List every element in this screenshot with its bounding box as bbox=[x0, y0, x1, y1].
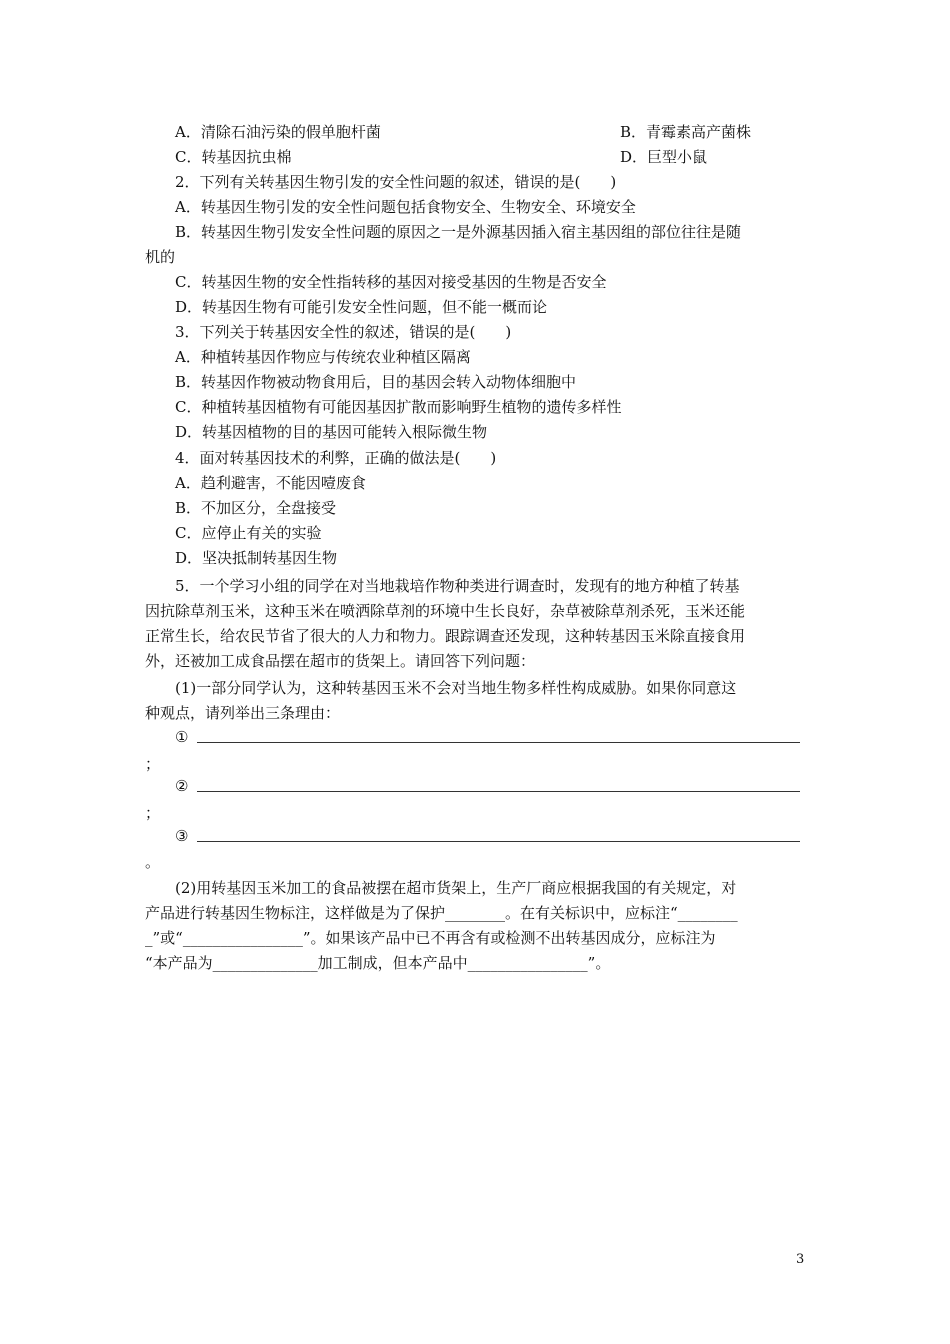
q3-option-d: D．转基因植物的目的基因可能转入根际微生物 bbox=[175, 423, 488, 441]
q4-option-c: C．应停止有关的实验 bbox=[175, 524, 322, 542]
q2-option-b-continued: 机的 bbox=[145, 248, 176, 266]
q1-option-a: A．清除石油污染的假单胞杆菌 bbox=[175, 123, 381, 141]
q1-options-row-1 bbox=[175, 120, 840, 145]
answer-underline-3 bbox=[197, 841, 800, 842]
q5-stem-line-2: 因抗除草剂玉米，这种玉米在喷洒除草剂的环境中生长良好，杂草被除草剂杀死，玉米还能 bbox=[145, 602, 746, 620]
q2-option-c: C．转基因生物的安全性指转移的基因对接受基因的生物是否安全 bbox=[175, 273, 607, 291]
q5-part2-line-4: “本产品为______________加工制成，但本产品中________________”。 bbox=[145, 954, 611, 972]
q2-option-d: D．转基因生物有可能引发安全性问题，但不能一概而论 bbox=[175, 298, 548, 316]
q5-stem-line-1: 5．一个学习小组的同学在对当地栽培作物种类进行调查时，发现有的地方种植了转基 bbox=[175, 577, 740, 595]
answer-number-2: ② bbox=[175, 777, 189, 795]
q5-part2-line-3: _”或“________________”。如果该产品中已不再含有或检测不出转基因成分，应标注为 bbox=[145, 929, 716, 947]
answer-number-3: ③ bbox=[175, 827, 189, 845]
q3-option-c: C．种植转基因植物有可能因基因扩散而影响野生植物的遗传多样性 bbox=[175, 398, 622, 416]
q4-option-b: B．不加区分，全盘接受 bbox=[175, 499, 337, 517]
answer-end-3: 。 bbox=[145, 853, 161, 871]
q5-part2-line-1: (2)用转基因玉米加工的食品被摆在超市货架上，生产厂商应根据我国的有关规定，对 bbox=[175, 879, 737, 897]
q1-option-c: C．转基因抗虫棉 bbox=[175, 148, 292, 166]
q2-option-a: A．转基因生物引发的安全性问题包括食物安全、生物安全、环境安全 bbox=[175, 198, 636, 216]
q1-option-d: D．巨型小鼠 bbox=[620, 148, 708, 166]
q1-options-row-2 bbox=[175, 145, 840, 170]
q5-stem-line-3: 正常生长，给农民节省了很大的人力和物力。跟踪调查还发现，这种转基因玉米除直接食用 bbox=[145, 627, 746, 645]
q2-option-b: B．转基因生物引发安全性问题的原因之一是外源基因插入宿主基因组的部位往往是随 bbox=[175, 223, 742, 241]
q3-stem: 3．下列关于转基因安全性的叙述，错误的是( ) bbox=[175, 323, 512, 341]
q2-stem: 2．下列有关转基因生物引发的安全性问题的叙述，错误的是( ) bbox=[175, 173, 617, 191]
q5-part2-line-2: 产品进行转基因生物标注，这样做是为了保护________。在有关标识中，应标注“________ bbox=[145, 904, 738, 922]
page-number: 3 bbox=[796, 1252, 805, 1267]
answer-blank-3[interactable] bbox=[175, 824, 800, 849]
q1-option-b: B．青霉素高产菌株 bbox=[620, 123, 752, 141]
answer-end-2: ； bbox=[145, 804, 161, 822]
answer-blank-1[interactable] bbox=[175, 725, 800, 750]
q5-stem-line-4: 外，还被加工成食品摆在超市的货架上。请回答下列问题： bbox=[145, 652, 536, 670]
q4-option-a: A．趋利避害，不能因噎废食 bbox=[175, 474, 366, 492]
answer-number-1: ① bbox=[175, 728, 189, 746]
answer-end-1: ； bbox=[145, 755, 161, 773]
q4-option-d: D．坚决抵制转基因生物 bbox=[175, 549, 338, 567]
q3-option-a: A．种植转基因作物应与传统农业种植区隔离 bbox=[175, 348, 471, 366]
answer-underline-2 bbox=[197, 791, 800, 792]
q5-part1-line-1: (1)一部分同学认为，这种转基因玉米不会对当地生物多样性构成威胁。如果你同意这 bbox=[175, 679, 737, 697]
q3-option-b: B．转基因作物被动物食用后，目的基因会转入动物体细胞中 bbox=[175, 373, 577, 391]
answer-blank-2[interactable] bbox=[175, 774, 800, 799]
q5-part1-line-2: 种观点，请列举出三条理由： bbox=[145, 704, 341, 722]
q4-stem: 4．面对转基因技术的利弊，正确的做法是( ) bbox=[175, 449, 497, 467]
answer-underline-1 bbox=[197, 742, 800, 743]
